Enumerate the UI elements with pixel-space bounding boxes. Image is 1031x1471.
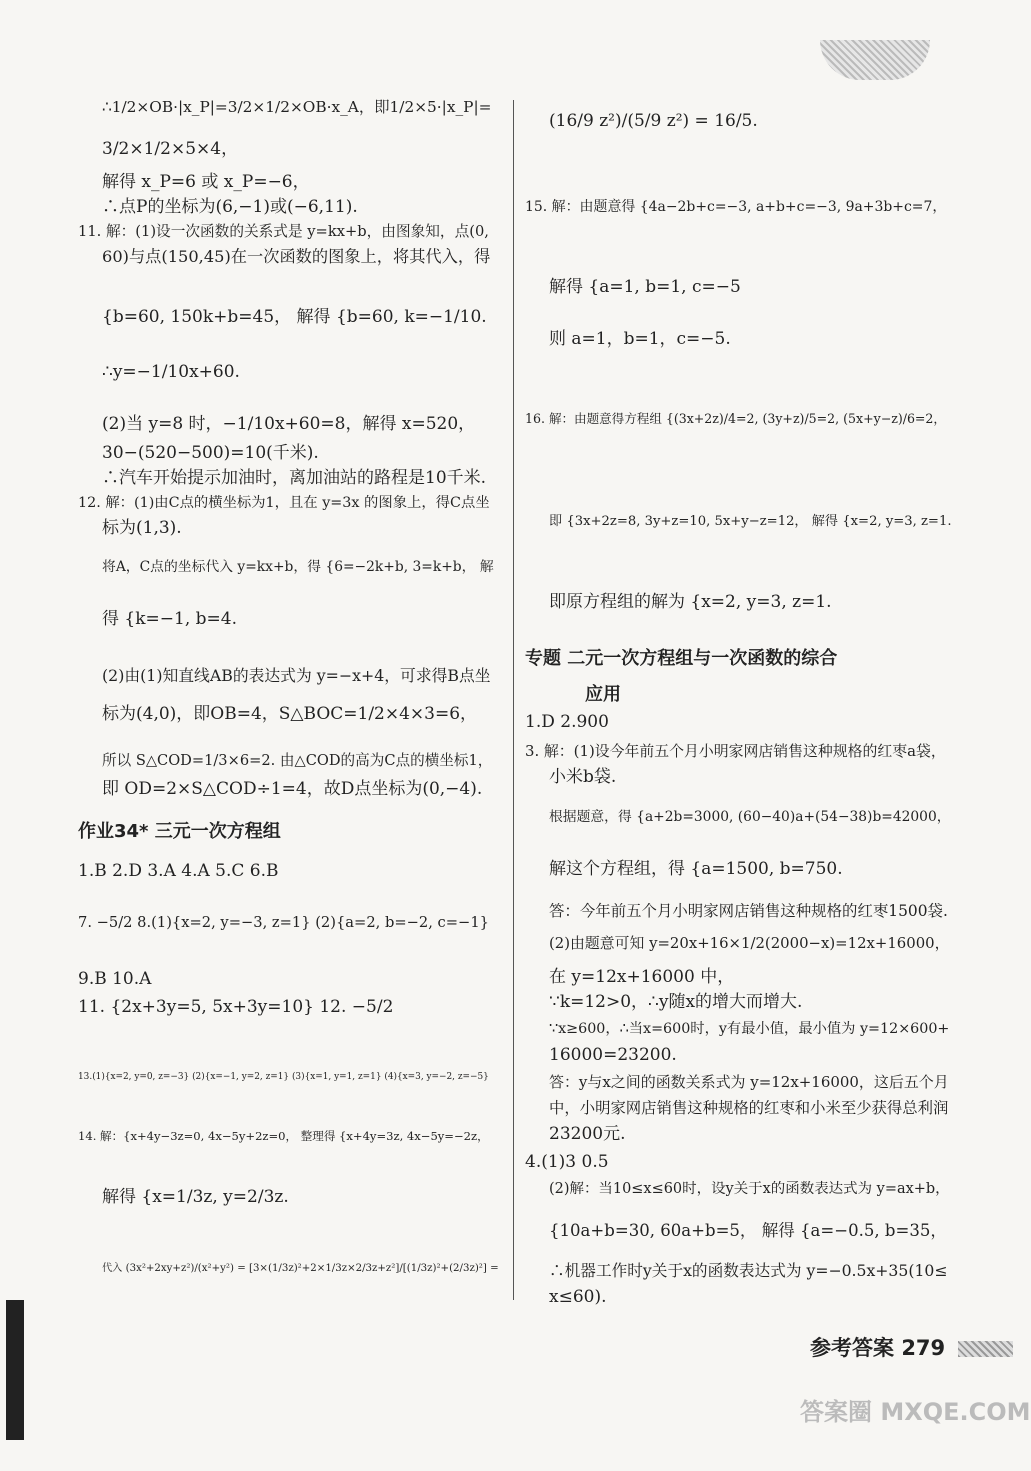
text-line: (2)由(1)知直线AB的表达式为 y=−x+4，可求得B点坐 (102, 666, 491, 685)
text-line: 9.B 10.A (78, 969, 152, 989)
text-line: 12. 解：(1)由C点的横坐标为1，且在 y=3x 的图象上，得C点坐 (78, 495, 490, 511)
text-line: 根据题意，得 {a+2b=3000, (60−40)a+(54−38)b=42000， (549, 809, 951, 825)
section-heading: 应用 (585, 684, 621, 705)
text-line: 答：今年前五个月小明家网店销售这种规格的红枣1500袋. (549, 902, 948, 920)
text-line: 标为(1,3). (102, 518, 182, 538)
text-line: 16. 解：由题意得方程组 {(3x+2z)/4=2, (3y+z)/5=2, (5x+y−z)/6=2， (525, 411, 946, 426)
text-line: ∴1/2×OB·|x_P|=3/2×1/2×OB·x_A，即1/2×5·|x_P|= (102, 98, 492, 116)
text-line: 1.D 2.900 (525, 712, 609, 732)
watermark: 答案圈 MXQE.COM (800, 1398, 1031, 1426)
text-line: 23200元. (549, 1124, 626, 1144)
page-footer (810, 1332, 1013, 1362)
text-line: 15. 解：由题意得 {4a−2b+c=−3, a+b+c=−3, 9a+3b+c=7， (525, 199, 947, 215)
text-line: (2)解：当10≤x≤60时，设y关于x的函数表达式为 y=ax+b， (549, 1181, 950, 1197)
text-line: ∵x≥600，∴当x=600时，y有最小值，最小值为 y=12×600+ (549, 1021, 950, 1037)
text-line: 11. 解：(1)设一次函数的关系式是 y=kx+b，由图象知，点(0, (78, 223, 489, 240)
text-line: 中，小明家网店销售这种规格的红枣和小米至少获得总利润 (549, 1099, 949, 1117)
text-line: 11. {2x+3y=5, 5x+3y=10} 12. −5/2 (78, 997, 394, 1017)
text-line: ∴机器工作时y关于x的函数表达式为 y=−0.5x+35(10≤ (549, 1261, 948, 1280)
text-line: (16/9 z²)/(5/9 z²) = 16/5. (549, 111, 758, 131)
text-line: 将A，C点的坐标代入 y=kx+b，得 {6=−2k+b, 3=k+b， 解 (102, 559, 494, 575)
text-line: 在 y=12x+16000 中， (549, 967, 735, 987)
text-line: (2)由题意可知 y=20x+16×1/2(2000−x)=12x+16000， (549, 934, 950, 952)
footer-label: 参考答案 (810, 1336, 894, 1360)
text-line: 则 a=1，b=1，c=−5. (549, 329, 731, 349)
page-number: 279 (901, 1336, 946, 1360)
text-line: 7. −5/2 8.(1){x=2, y=−3, z=1} (2){a=2, b=−2, c=−1} (78, 914, 489, 931)
text-line: ∴点P的坐标为(6,−1)或(−6,11). (102, 197, 358, 217)
section-heading: 专题 二元一次方程组与一次函数的综合 (525, 648, 838, 669)
text-line: 解这个方程组，得 {a=1500, b=750. (549, 859, 843, 879)
text-line: 1.B 2.D 3.A 4.A 5.C 6.B (78, 861, 279, 881)
text-line: {b=60, 150k+b=45， 解得 {b=60, k=−1/10. (102, 307, 487, 327)
text-line: x≤60). (549, 1287, 607, 1307)
text-line: 3/2×1/2×5×4， (102, 139, 239, 159)
text-line: 16000=23200. (549, 1045, 677, 1065)
text-line: 小米b袋. (549, 767, 617, 787)
text-line: 答：y与x之间的函数关系式为 y=12x+16000，这后五个月 (549, 1073, 949, 1091)
text-line: 解得 x_P=6 或 x_P=−6， (102, 172, 310, 192)
text-line: 3. 解：(1)设今年前五个月小明家网店销售这种规格的红枣a袋， (525, 742, 946, 760)
text-line: 即 {3x+2z=8, 3y+z=10, 5x+y−z=12， 解得 {x=2, y=3, z=1. (549, 514, 952, 529)
scan-edge (6, 1300, 24, 1440)
corner-decoration (820, 40, 930, 80)
text-line: 60)与点(150,45)在一次函数的图象上，将其代入，得 (102, 247, 491, 266)
text-line: 所以 S△COD=1/3×6=2. 由△COD的高为C点的横坐标1， (102, 752, 493, 769)
text-line: (2)当 y=8 时，−1/10x+60=8，解得 x=520， (102, 414, 476, 434)
text-line: 得 {k=−1, b=4. (102, 609, 237, 629)
text-line: 14. 解：{x+4y−3z=0, 4x−5y+2z=0， 整理得 {x+4y=3z, 4x−5y=−2z， (78, 1129, 489, 1143)
text-line: 解得 {x=1/3z, y=2/3z. (102, 1187, 289, 1207)
text-line: 30−(520−500)=10(千米). (102, 443, 319, 463)
text-line: 13.(1){x=2, y=0, z=−3} (2){x=−1, y=2, z=1} (3){x=1, y=1, z=1} (4){x=3, y=−2, z=−5} (78, 1072, 489, 1082)
text-line: 即 OD=2×S△COD÷1=4，故D点坐标为(0,−4). (102, 779, 483, 799)
text-line: 4.(1)3 0.5 (525, 1152, 609, 1172)
text-line: 标为(4,0)，即OB=4，S△BOC=1/2×4×3=6， (102, 704, 478, 724)
text-line: 代入 (3x²+2xy+z²)/(x²+y²) = [3×(1/3z)²+2×1/3z×2/3z+z²]/[(1/3z)²+(2/3z)²] = (102, 1263, 499, 1274)
text-line: {10a+b=30, 60a+b=5， 解得 {a=−0.5, b=35， (549, 1221, 947, 1240)
section-heading: 作业34* 三元一次方程组 (78, 821, 281, 842)
footer-pattern (958, 1341, 1013, 1357)
text-line: 即原方程组的解为 {x=2, y=3, z=1. (549, 592, 832, 612)
text-line: ∴汽车开始提示加油时，离加油站的路程是10千米. (102, 468, 487, 488)
column-divider (513, 100, 514, 1300)
text-line: ∴y=−1/10x+60. (102, 362, 240, 382)
text-line: ∵k=12>0，∴y随x的增大而增大. (549, 992, 803, 1012)
text-line: 解得 {a=1, b=1, c=−5 (549, 277, 741, 297)
